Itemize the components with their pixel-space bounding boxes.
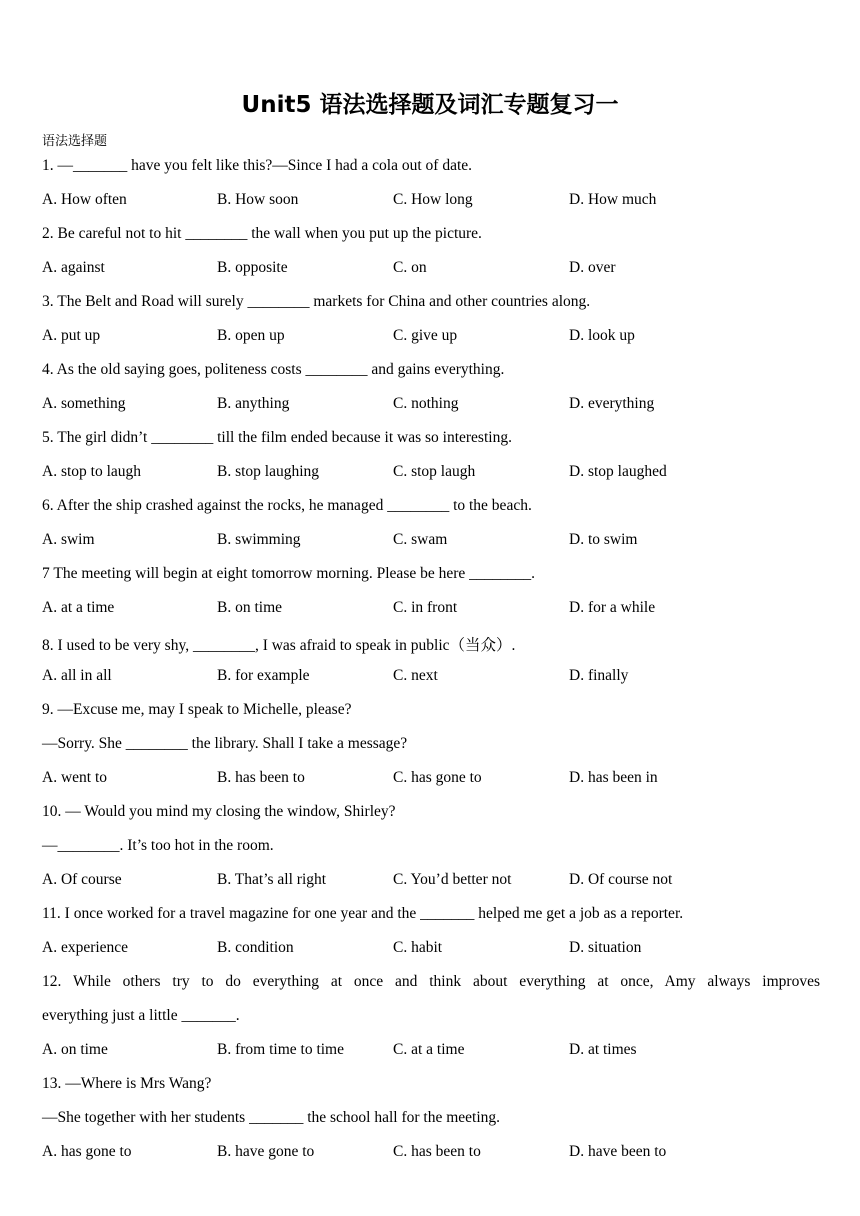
question-5-option-a: A. stop to laugh [42,463,142,480]
question-5-option-c: C. stop laugh [393,463,476,480]
question-4-option-d: D. everything [569,395,655,412]
question-4-text: 4. As the old saying goes, politeness costs ________ and gains everything. [42,361,505,378]
question-8-option-b: B. for example [217,667,310,684]
question-11-option-d: D. situation [569,939,642,956]
question-6-option-b: B. swimming [217,531,301,548]
question-6-option-a: A. swim [42,531,95,548]
question-10-option-c: C. You’d better not [393,871,512,888]
question-9-option-a: A. went to [42,769,108,786]
section-heading: 语法选择题 [42,134,108,149]
question-3-option-c: C. give up [393,327,458,344]
question-12-option-a: A. on time [42,1041,108,1058]
question-13-text: —She together with her students _______ the school hall for the meeting. [42,1109,501,1126]
question-8-option-c: C. next [393,667,438,684]
question-7-option-b: B. on time [217,599,283,616]
question-7-text: 7 The meeting will begin at eight tomorrow morning. Please be here ________. [42,565,536,582]
question-3-option-a: A. put up [42,327,101,344]
question-13-option-a: A. has gone to [42,1143,132,1160]
question-6-text: 6. After the ship crashed against the rocks, he managed ________ to the beach. [42,497,532,514]
question-9-option-c: C. has gone to [393,769,482,786]
question-12-option-b: B. from time to time [217,1041,344,1058]
question-1-option-d: D. How much [569,191,657,208]
question-8-text: 8. I used to be very shy, ________, I was afraid to speak in public（当众）. [42,637,516,654]
question-4-option-c: C. nothing [393,395,459,412]
question-5-option-b: B. stop laughing [217,463,320,480]
question-9-text: —Sorry. She ________ the library. Shall I take a message? [42,735,408,752]
question-7-option-c: C. in front [393,599,458,616]
question-9-option-d: D. has been in [569,769,658,786]
question-2-option-a: A. against [42,259,105,276]
question-5-text: 5. The girl didn’t ________ till the film ended because it was so interesting. [42,429,512,446]
question-9-option-b: B. has been to [217,769,305,786]
question-3-text: 3. The Belt and Road will surely ________ markets for China and other countries along. [42,293,591,310]
question-1-option-c: C. How long [393,191,473,208]
question-13-option-c: C. has been to [393,1143,481,1160]
question-4-option-b: B. anything [217,395,290,412]
question-10-option-d: D. Of course not [569,871,673,888]
question-12-option-d: D. at times [569,1041,637,1058]
question-2-option-d: D. over [569,259,616,276]
question-6-option-d: D. to swim [569,531,638,548]
question-1-text: 1. —_______ have you felt like this?—Since I had a cola out of date. [42,157,473,174]
question-3-option-b: B. open up [217,327,285,344]
question-11-text: 11. I once worked for a travel magazine for one year and the _______ helped me get a job as a reporter. [42,905,684,922]
question-12-option-c: C. at a time [393,1041,465,1058]
question-5-option-d: D. stop laughed [569,463,667,480]
question-13-text: 13. —Where is Mrs Wang? [42,1075,212,1092]
question-11-option-b: B. condition [217,939,294,956]
question-2-option-b: B. opposite [217,259,288,276]
question-8-option-d: D. finally [569,667,629,684]
question-6-option-c: C. swam [393,531,448,548]
question-2-text: 2. Be careful not to hit ________ the wall when you put up the picture. [42,225,482,242]
question-2-option-c: C. on [393,259,427,276]
question-10-text: —________. It’s too hot in the room. [42,837,274,854]
page-title: Unit5 语法选择题及词汇专题复习一 [241,92,619,118]
question-11-option-a: A. experience [42,939,129,956]
question-4-option-a: A. something [42,395,126,412]
question-7-option-d: D. for a while [569,599,656,616]
question-13-option-d: D. have been to [569,1143,667,1160]
question-1-option-b: B. How soon [217,191,299,208]
question-13-option-b: B. have gone to [217,1143,315,1160]
question-12-text: everything just a little _______. [42,1007,240,1024]
question-12-text: 12. While others try to do everything at once and think about everything at once, Amy always improves [42,973,820,990]
question-8-option-a: A. all in all [42,667,112,684]
question-9-text: 9. —Excuse me, may I speak to Michelle, please? [42,701,352,718]
question-10-text: 10. — Would you mind my closing the window, Shirley? [42,803,396,820]
question-10-option-b: B. That’s all right [217,871,327,888]
question-1-option-a: A. How often [42,191,127,208]
question-10-option-a: A. Of course [42,871,122,888]
question-11-option-c: C. habit [393,939,443,956]
question-3-option-d: D. look up [569,327,635,344]
question-7-option-a: A. at a time [42,599,115,616]
